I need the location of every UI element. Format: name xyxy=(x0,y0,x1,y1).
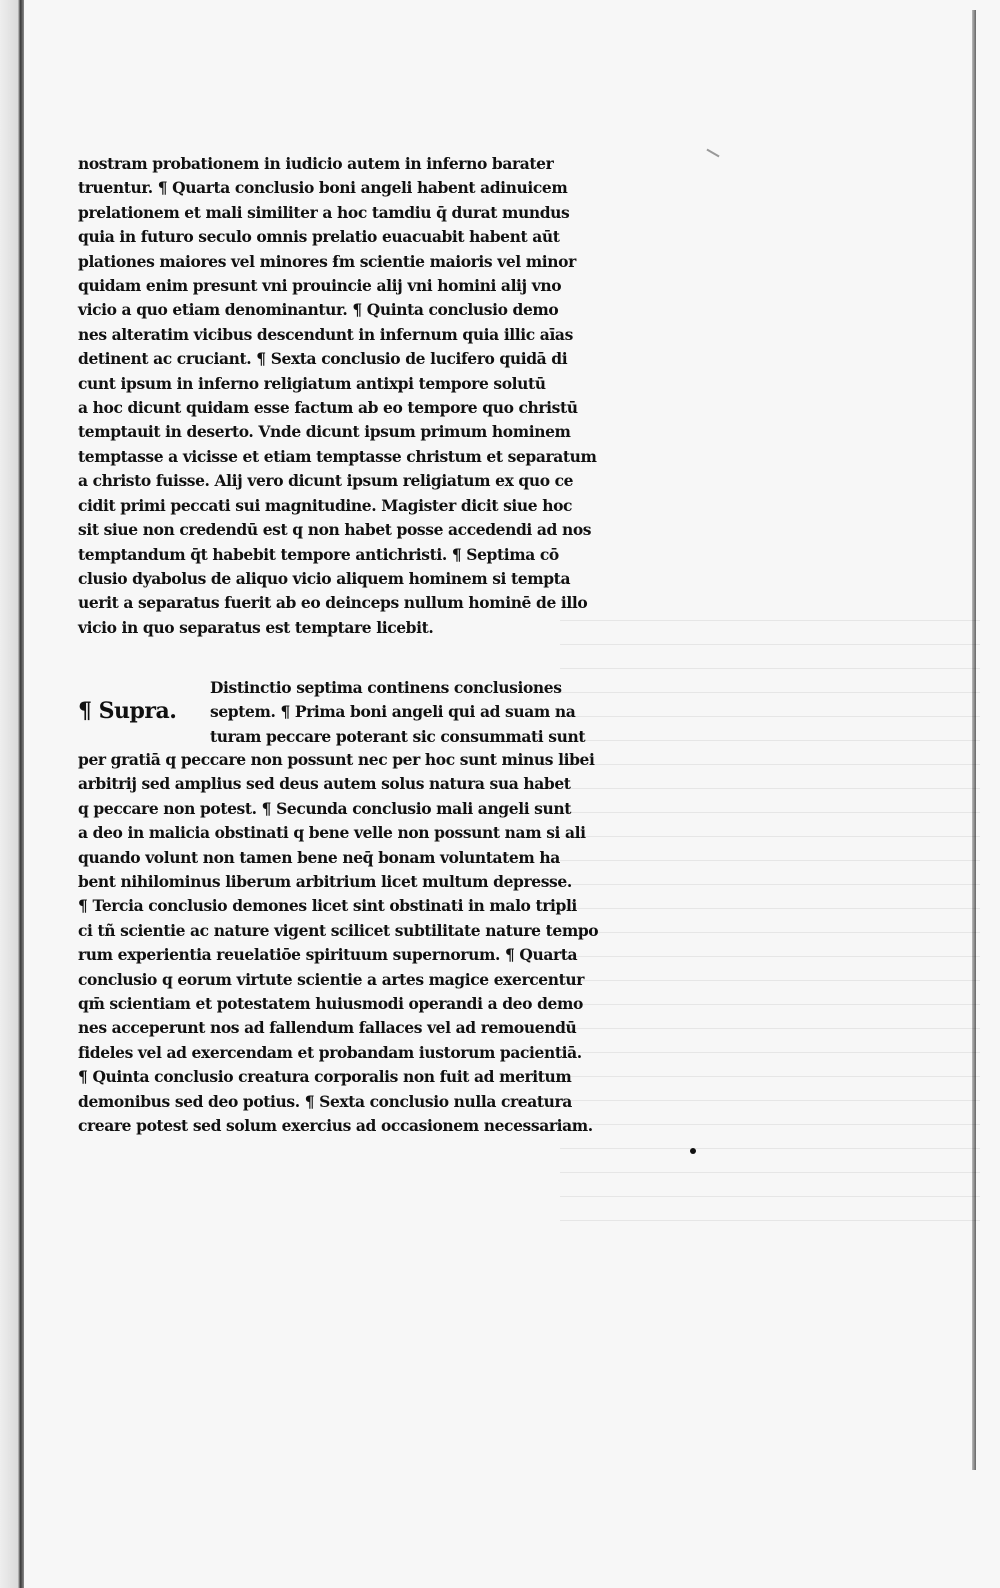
ink-dot xyxy=(690,1148,696,1154)
text-line: vicio in quo separatus est temptare licebit. xyxy=(78,617,434,637)
text-line: nostram probationem in iudicio autem in inferno barater xyxy=(78,154,554,173)
text-line: quando volunt non tamen bene neq̄ bonam voluntatem ha xyxy=(78,847,560,867)
text-line: bent nihilominus liberum arbitrium licet multum depresse. xyxy=(78,872,572,892)
text-line: fideles vel ad exercendam et probandam iustorum pacientiā. xyxy=(78,1042,582,1062)
text-line: nes alteratim vicibus descendunt in infernum quia illic aīas xyxy=(78,324,573,344)
text-line: truentur. ¶ Quarta conclusio boni angeli habent adinuicem xyxy=(78,178,568,198)
text-line: temptandum q̄t habebit tempore antichristi. ¶ Septima cō xyxy=(78,544,559,564)
text-line: ci tñ scientie ac nature vigent scilicet subtilitate nature tempo xyxy=(78,920,599,940)
text-line: nes acceperunt nos ad fallendum fallaces vel ad remouendū xyxy=(78,1018,577,1038)
text-line: per gratiā q peccare non possunt nec per hoc sunt minus libei xyxy=(78,750,595,769)
text-line: rum experientia reuelatiōe spirituum supernorum. ¶ Quarta xyxy=(78,945,578,965)
heading-line: septem. ¶ Prima boni angeli qui ad suam na xyxy=(210,702,576,722)
margin-mark xyxy=(706,149,719,158)
book-binding-edge xyxy=(18,0,24,1588)
text-line: quidam enim presunt vni prouincie alij vni homini alij vno xyxy=(78,276,562,296)
text-line: uerit a separatus fuerit ab eo deinceps nullum hominē de illo xyxy=(78,593,588,613)
text-line: ¶ Quinta conclusio creatura corporalis non fuit ad meritum xyxy=(78,1067,572,1087)
heading-line: turam peccare poterant sic consummati sunt xyxy=(210,726,586,746)
text-line: qm̄ scientiam et potestatem huiusmodi operandi a deo demo xyxy=(78,994,583,1014)
text-line: prelationem et mali similiter a hoc tamdiu q̄ durat mundus xyxy=(78,202,570,222)
text-line: temptasse a vicisse et etiam temptasse christum et separatum xyxy=(78,446,597,466)
section-heading-row xyxy=(78,676,658,748)
text-line: conclusio q eorum virtute scientie a artes magice exercentur xyxy=(78,969,585,989)
text-line: detinent ac cruciant. ¶ Sexta conclusio de lucifero quidā di xyxy=(78,349,568,369)
binding-shadow xyxy=(0,0,18,1588)
text-line: temptauit in deserto. Vnde dicunt ipsum primum hominem xyxy=(78,422,571,442)
text-line: cunt ipsum in inferno religiatum antixpi tempore solutū xyxy=(78,373,546,393)
text-line: sit siue non credendū est q non habet posse accedendi ad nos xyxy=(78,520,592,540)
text-line: a christo fuisse. Alij vero dicunt ipsum religiatum ex quo ce xyxy=(78,471,574,491)
text-line: creare potest sed solum exercius ad occasionem necessariam. xyxy=(78,1116,593,1136)
text-line: q peccare non potest. ¶ Secunda conclusio mali angeli sunt xyxy=(78,798,572,818)
text-line: a hoc dicunt quidam esse factum ab eo tempore quo christū xyxy=(78,398,578,418)
text-line: arbitrij sed amplius sed deus autem solus natura sua habet xyxy=(78,774,571,794)
text-block-1 xyxy=(78,152,658,640)
distinctio-septima-section xyxy=(78,676,658,1136)
text-line: cidit primi peccati sui magnitudine. Magister dicit siue hoc xyxy=(78,495,573,515)
text-line: clusio dyabolus de aliquo vicio aliquem hominem si tempta xyxy=(78,568,571,588)
text-line: plationes maiores vel minores ẜm scientie maioris vel minor xyxy=(78,251,576,271)
text-block-2 xyxy=(78,748,658,1139)
text-line: demonibus sed deo potius. ¶ Sexta conclusio nulla creatura xyxy=(78,1091,572,1111)
text-line: ¶ Tercia conclusio demones licet sint obstinati in malo tripli xyxy=(78,896,577,916)
text-line: vicio a quo etiam denominantur. ¶ Quinta conclusio demo xyxy=(78,300,559,320)
heading-line: Distinctio septima continens conclusiones xyxy=(210,678,562,697)
section-heading-lines xyxy=(210,676,660,749)
rubric-supra: ¶ Supra. xyxy=(78,698,177,724)
text-line: a deo in malicia obstinati q bene velle non possunt nam si ali xyxy=(78,823,586,843)
text-line: quia in futuro seculo omnis prelatio euacuabit habent aūt xyxy=(78,227,560,247)
